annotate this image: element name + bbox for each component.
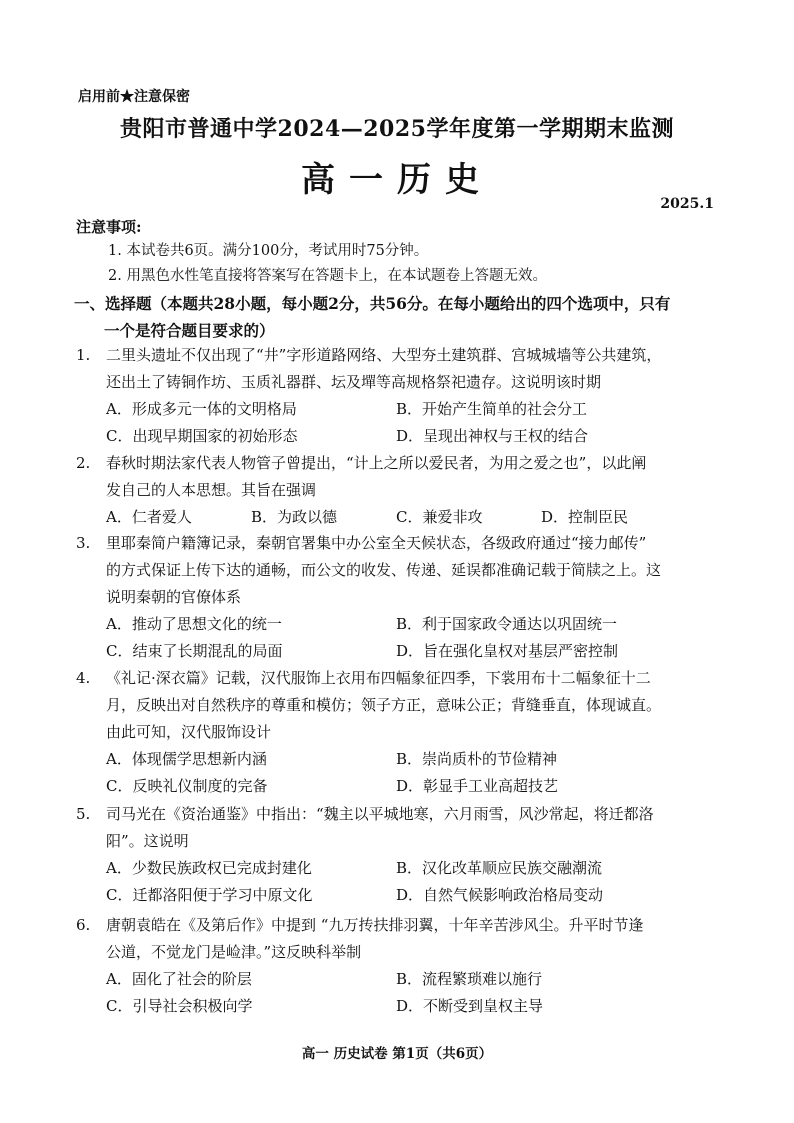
options-row — [76, 773, 736, 800]
option-d: D．旨在强化皇权对基层严密控制 — [396, 642, 619, 660]
options-row — [76, 638, 736, 665]
question-number: 4. — [76, 669, 91, 687]
options-row — [76, 423, 736, 450]
exam-title: 贵阳市普通中学2024—2025学年度第一学期期末监测 — [120, 116, 674, 142]
confidential-label: 启用前★注意保密 — [78, 89, 190, 105]
question-text: 月，反映出对自然秩序的尊重和模仿；领子方正，意味公正；背缝垂直，体现诚直。 — [106, 696, 662, 714]
subject-title: 高一历史 — [301, 160, 493, 200]
options-row — [76, 966, 736, 993]
section-heading-line: 一个是符合题目要求的） — [104, 321, 275, 340]
page-footer: 高一 历史试卷 第1页（共6页） — [301, 1046, 493, 1062]
option-c: C．引导社会积极向学 — [106, 997, 253, 1015]
option-a: A．仁者爱人 — [106, 508, 192, 526]
question-text: 二里头遗址不仅出现了“井”字形道路网络、大型夯土建筑群、宫城城墙等公共建筑， — [106, 346, 662, 364]
option-b: B．流程繁琐难以施行 — [396, 970, 543, 988]
question-6 — [76, 912, 736, 1020]
options-row — [76, 882, 736, 909]
question-4 — [76, 665, 736, 800]
question-5 — [76, 801, 736, 909]
exam-date: 2025.1 — [660, 196, 714, 212]
option-d: D．不断受到皇权主导 — [396, 997, 544, 1015]
option-c: C．迁都洛阳便于学习中原文化 — [106, 886, 313, 904]
question-text: 《礼记·深衣篇》记载，汉代服饰上衣用布四幅象征四季，下裳用布十二幅象征十二 — [106, 669, 651, 687]
question-text: 唐朝袁皓在《及第后作》中提到 “九万抟扶排羽翼，十年辛苦涉风尘。升平时节逢 — [106, 916, 644, 934]
option-d: D．彰显手工业高超技艺 — [396, 777, 559, 795]
option-c: C．出现早期国家的初始形态 — [106, 427, 298, 445]
note-item: 1. 本试卷共6页。满分100分，考试用时75分钟。 — [108, 243, 429, 259]
option-b: B．崇尚质朴的节俭精神 — [396, 750, 558, 768]
options-row — [76, 396, 736, 423]
options-row — [76, 855, 736, 882]
option-c: C．兼爱非攻 — [396, 508, 483, 526]
options-row — [76, 746, 736, 773]
option-d: D．控制臣民 — [541, 508, 629, 526]
option-d: D．自然气候影响政治格局变动 — [396, 886, 604, 904]
question-number: 2. — [76, 454, 91, 472]
question-1 — [76, 342, 736, 450]
option-c: C．反映礼仪制度的完备 — [106, 777, 268, 795]
question-text: 还出土了铸铜作坊、玉质礼器群、坛及墠等高规格祭祀遗存。这说明该时期 — [106, 373, 602, 391]
question-text: 司马光在《资治通鉴》中指出：“魏主以平城地寒，六月雨雪，风沙常起，将迁都洛 — [106, 805, 654, 823]
question-text: 发自己的人本思想。其旨在强调 — [106, 481, 317, 499]
section-heading — [74, 290, 734, 344]
option-b: B．汉化改革顺应民族交融潮流 — [396, 859, 603, 877]
question-number: 5. — [76, 805, 91, 823]
question-text: 春秋时期法家代表人物管子曾提出，“计上之所以爱民者，为用之爱之也”，以此阐 — [106, 454, 647, 472]
note-item: 2. 用黑色水性笔直接将答案写在答题卡上，在本试题卷上答题无效。 — [108, 268, 547, 284]
question-2 — [76, 450, 736, 531]
option-a: A．形成多元一体的文明格局 — [106, 400, 297, 418]
option-b: B．利于国家政令通达以巩固统一 — [396, 615, 618, 633]
option-d: D．呈现出神权与王权的结合 — [396, 427, 589, 445]
options-row — [76, 993, 736, 1020]
question-number: 3. — [76, 534, 91, 552]
question-text: 说明秦朝的官僚体系 — [106, 588, 242, 606]
option-a: A．固化了社会的阶层 — [106, 970, 252, 988]
option-a: A．少数民族政权已完成封建化 — [106, 859, 312, 877]
question-number: 6. — [76, 916, 91, 934]
question-text: 里耶秦简户籍簿记录，秦朝官署集中办公室全天候状态，各级政府通过“接力邮传” — [106, 534, 647, 552]
option-a: A．推动了思想文化的统一 — [106, 615, 282, 633]
question-text: 公道，不觉龙门是崄津。”这反映科举制 — [106, 943, 362, 961]
question-text: 的方式保证上传下达的通畅，而公文的收发、传递、延误都准确记载于简牍之上。这 — [106, 561, 662, 579]
notes-title: 注意事项: — [76, 218, 142, 236]
options-row — [76, 611, 736, 638]
question-text: 由此可知，汉代服饰设计 — [106, 723, 272, 741]
question-number: 1. — [76, 346, 91, 364]
option-c: C．结束了长期混乱的局面 — [106, 642, 283, 660]
option-a: A．体现儒学思想新内涵 — [106, 750, 267, 768]
option-b: B．为政以德 — [251, 508, 338, 526]
question-text: 阳”。这说明 — [106, 832, 189, 850]
section-heading-line: 一、选择题（本题共28小题，每小题2分，共56分。在每小题给出的四个选项中，只有 — [74, 294, 671, 313]
option-b: B．开始产生简单的社会分工 — [396, 400, 588, 418]
options-row — [76, 504, 736, 531]
question-3 — [76, 530, 736, 665]
